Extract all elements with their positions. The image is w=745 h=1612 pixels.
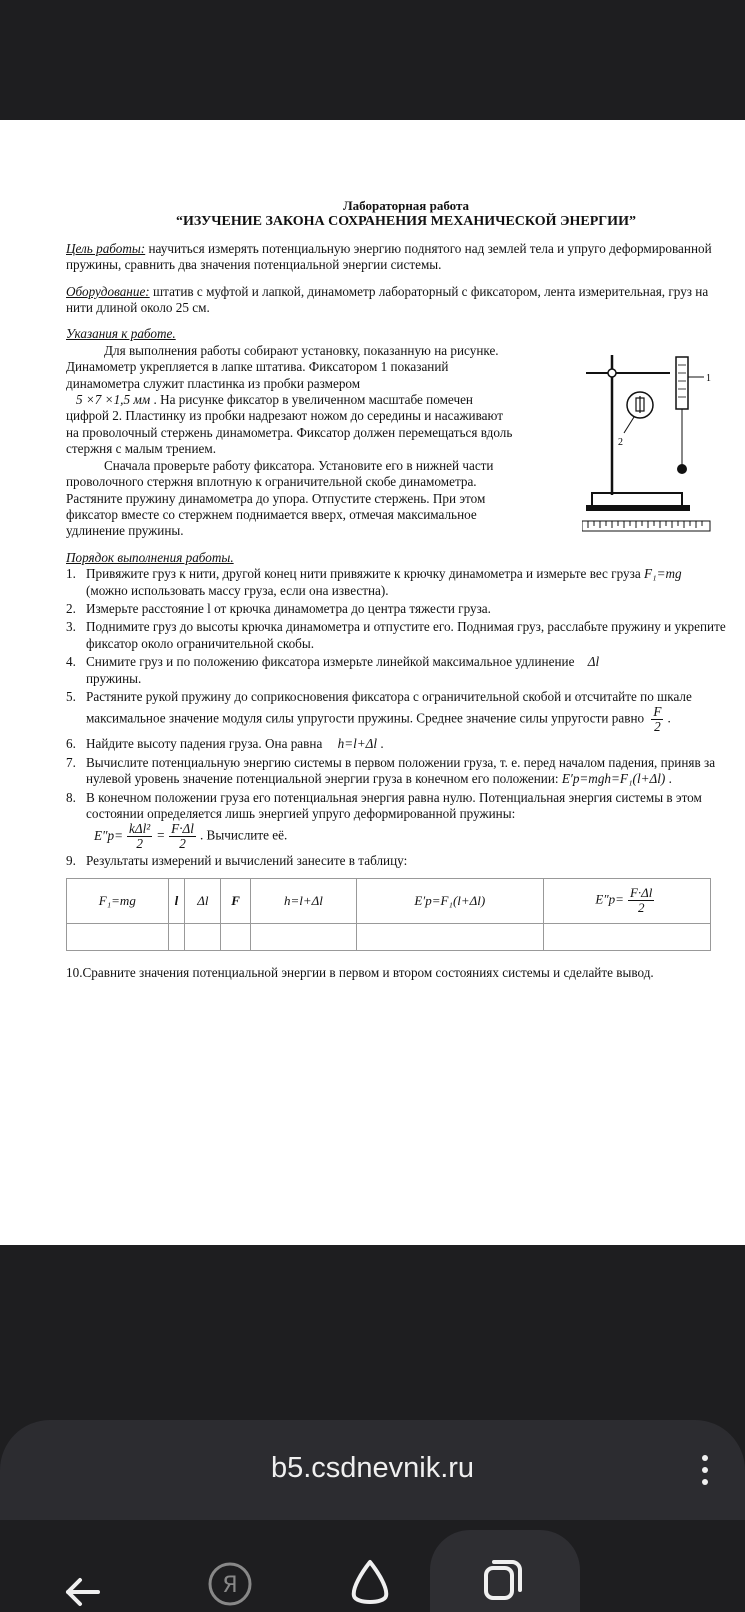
list-item: [66, 736, 726, 752]
table-cell: [250, 923, 356, 950]
results-table: [66, 878, 711, 951]
step-text: Растяните рукой пружину до соприкосновения фиксатора с ограничительной скобой и отсчитайте по шкале максимальное значение модуля силы упругости пружины. Среднее значение силы упругости равно: [86, 688, 692, 726]
back-arrow-icon[interactable]: [50, 1550, 110, 1610]
list-item: [66, 601, 726, 617]
step-text: Привяжите груз к нити, другой конец нити привяжите к крючку динамометра и измерьте вес груза: [86, 566, 641, 582]
step-text: пружины.: [86, 670, 142, 686]
svg-text:Я: Я: [222, 1573, 238, 1598]
step-number: 4.: [66, 654, 76, 670]
table-cell: [543, 923, 710, 950]
list-item: [66, 790, 726, 852]
equals-sign: =: [156, 827, 166, 843]
table-row: [67, 878, 711, 923]
instructions-text-1: Для выполнения работы собирают установку, показанную на рисунке. Динамометр укрепляется в лапке штатива. Фиксатором 1 показаний динамометра служит пластинка из пробки размером: [66, 342, 499, 391]
equipment-text: штатив с муфтой и лапкой, динамометр лабораторный с фиксатором, лента измерительная, груз на нити длиной около 25 см.: [66, 283, 709, 316]
formula-energy-1: E′p=mgh=F₁(l+Δl): [561, 771, 666, 787]
table-cell: [356, 923, 543, 950]
goal-paragraph: [66, 241, 726, 274]
step-10: 10.Сравните значения потенциальной энергии в первом и втором состояниях системы и сделайте вывод.: [66, 964, 654, 980]
step-text: Результаты измерений и вычислений занесите в таблицу:: [86, 853, 408, 869]
table-header-cell: h=l+Δl: [250, 878, 356, 923]
step-text: Вычислите потенциальную энергию системы в первом положении груза, т. е. перед началом падения, приняв за нулевой уровень значение потенциальной энергии груза в конечном его положении:: [86, 754, 716, 787]
denominator: 2: [136, 836, 143, 852]
step-number: 7.: [66, 754, 76, 770]
goal-text: научиться измерять потенциальную энергию поднятого над землей тела и упруго деформированной пружины, сравнить два значения потенциальной энергии системы.: [66, 240, 712, 273]
more-options-icon[interactable]: [700, 1455, 710, 1491]
step-number: 6.: [66, 736, 76, 752]
formula-height: h=l+Δl: [337, 736, 378, 752]
fraction-k-dl2: [127, 822, 152, 851]
table-cell: [185, 923, 221, 950]
list-item: [66, 755, 726, 788]
order-label: Порядок выполнения работы.: [66, 549, 234, 565]
denominator: 2: [637, 900, 645, 916]
table-cell: [168, 923, 185, 950]
step-text: Поднимите груз до высоты крючка динамометра и отпустите его. Поднимая груз, расслабьте пружину и укрепите фиксатор около ограничительной скобы.: [86, 619, 726, 651]
table-row: [67, 923, 711, 950]
goal-label: Цель работы:: [66, 240, 146, 256]
denominator: 2: [654, 719, 661, 735]
table-header-cell: E′p=F₁(l+Δl): [356, 878, 543, 923]
step-text: Найдите высоту падения груза. Она равна: [86, 736, 323, 752]
document-page: [0, 120, 745, 1245]
table-cell: [221, 923, 251, 950]
equipment-label: Оборудование:: [66, 283, 150, 299]
fraction-f-dl: [628, 886, 654, 915]
instructions-label: Указания к работе.: [66, 326, 176, 342]
list-item: [66, 689, 726, 734]
step-text: В конечном положении груза его потенциальная энергия равна нулю. Потенциальная энергия системы в этом состоянии определяется лишь энергией упруго деформированной пружины:: [86, 789, 702, 821]
url-text[interactable]: b5.csdnevnik.ru: [270, 1452, 475, 1484]
numerator: F·Δl: [629, 885, 653, 901]
energy-2-lhs: E″p=: [595, 891, 624, 907]
fraction-f-dl: [169, 822, 196, 851]
denominator: 2: [179, 836, 186, 852]
list-item: [66, 654, 726, 687]
apparatus-figure: [582, 355, 722, 545]
formula-weight: F₁=mg: [643, 566, 682, 582]
list-item: [66, 853, 726, 869]
step-number: 5.: [66, 688, 76, 704]
steps-list: [66, 566, 726, 870]
formula-energy-2-lhs: E″p=: [94, 827, 124, 843]
instructions-paragraph-2: Сначала проверьте работу фиксатора. Установите его в нижней части проволочного стержня вплотную к ограничительной скобе динамометра. Растяните пружину динамометра до упора. Отпустите стержень. При этом фиксатор вместе со стержнем поднимается вверх, отмечая максимальное удлинение пружины.: [66, 457, 494, 539]
step-number: 2.: [66, 600, 76, 616]
doc-title-small: Лабораторная работа: [342, 198, 470, 213]
table-cell: [67, 923, 169, 950]
step-text: . Вычислите её.: [199, 827, 288, 843]
numerator: kΔl²: [129, 821, 151, 837]
step-number: 9.: [66, 853, 76, 869]
step-number: 3.: [66, 619, 76, 635]
step-text: .: [667, 710, 671, 726]
step-number: 1.: [66, 566, 76, 582]
doc-title: “ИЗУЧЕНИЕ ЗАКОНА СОХРАНЕНИЯ МЕХАНИЧЕСКОЙ ЭНЕРГИИ”: [176, 214, 636, 230]
yandex-icon[interactable]: [200, 1550, 260, 1610]
table-header-cell-energy-2: [543, 878, 710, 923]
figure-label-1: 1: [706, 373, 711, 384]
numerator: F: [653, 704, 662, 720]
top-dark-area: [0, 0, 745, 120]
table-header-cell: Δl: [185, 878, 221, 923]
step-text: .: [380, 736, 384, 752]
list-item: [66, 566, 726, 599]
instructions-paragraph-1: [66, 343, 516, 458]
instructions-text-1b: . На рисунке фиксатор в увеличенном масштабе помечен цифрой 2. Пластинку из пробки надрезают ножом до середины и насаживают на проволочный стержень динамометра. Фиксатор должен перемещаться вдоль стержня с малым трением.: [66, 392, 513, 457]
figure-label-2: 2: [618, 437, 623, 448]
step-text: .: [668, 771, 672, 787]
step-text: Снимите груз и по положению фиксатора измерьте линейкой максимальное удлинение: [86, 654, 575, 670]
step-text: Измерьте расстояние l от крючка динамометра до центра тяжести груза.: [86, 600, 491, 616]
list-item: [66, 619, 726, 652]
table-header-cell: F₁=mg: [67, 878, 169, 923]
tabs-icon[interactable]: [470, 1550, 530, 1610]
table-header-cell: F: [221, 878, 251, 923]
plate-size: 5 ×7 ×1,5 мм: [76, 392, 151, 408]
table-header-cell: l: [168, 878, 185, 923]
numerator: F·Δl: [171, 821, 194, 837]
document-content: [66, 198, 726, 981]
fraction-f-over-2: [651, 705, 663, 734]
formula-delta-l: Δl: [587, 654, 600, 670]
equipment-paragraph: [66, 284, 726, 317]
home-shape-icon[interactable]: [340, 1550, 400, 1610]
step-text: (можно использовать массу груза, если она известна).: [86, 582, 389, 598]
step-number: 8.: [66, 789, 76, 805]
